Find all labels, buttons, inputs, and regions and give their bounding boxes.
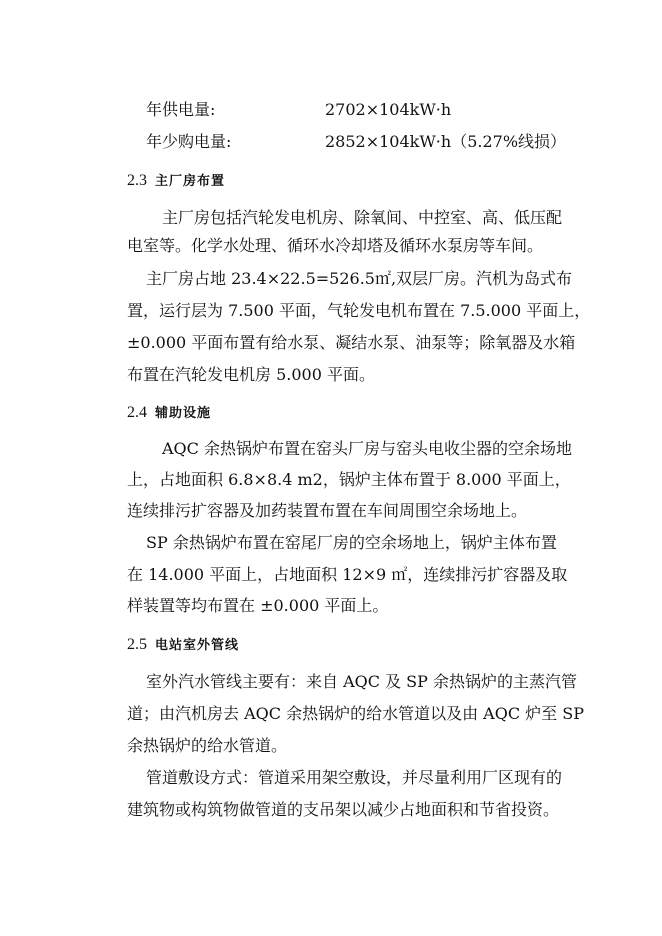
annual-supply-label: 年供电量: — [146, 100, 216, 119]
paragraph-line: 连续排污扩容器及加药装置布置在车间周围空余场地上。 — [127, 501, 528, 520]
paragraph-line: 余热锅炉的给水管道。 — [127, 736, 288, 755]
paragraph-line: 主厂房包括汽轮发电机房、除氧间、中控室、高、低压配 — [162, 208, 563, 227]
section-title: 主厂房布置 — [155, 174, 226, 189]
annual-purchase-reduction-value: 2852×104kW·h（5.27%线损） — [325, 132, 567, 151]
paragraph-line: 室外汽水管线主要有：来自 AQC 及 SP 余热锅炉的主蒸汽管 — [146, 672, 577, 691]
section-number: 2.3 — [127, 172, 147, 189]
section-title: 电站室外管线 — [155, 638, 240, 653]
paragraph-line: AQC 余热锅炉布置在窑头厂房与窑头电收尘器的空余场地 — [162, 439, 573, 458]
paragraph-line: 样装置等均布置在 ±0.000 平面上。 — [127, 596, 389, 615]
paragraph-line: 在 14.000 平面上，占地面积 12×9 ㎡，连续排污扩容器及取 — [127, 565, 568, 584]
section-number: 2.5 — [127, 636, 147, 653]
paragraph-line: 建筑物或构筑物做管道的支吊架以减少占地面积和节省投资。 — [127, 800, 560, 819]
section-heading-2-5 — [127, 634, 239, 656]
section-title: 辅助设施 — [155, 406, 212, 421]
section-heading-2-4 — [127, 402, 211, 424]
paragraph-line: 布置在汽轮发电机房 5.000 平面。 — [127, 365, 375, 384]
section-number: 2.4 — [127, 404, 147, 421]
section-heading-2-3 — [127, 170, 225, 192]
paragraph-line: 主厂房占地 23.4×22.5=526.5㎡,双层厂房。汽机为岛式布 — [146, 269, 573, 288]
paragraph-line: 上，占地面积 6.8×8.4 m2，锅炉主体布置于 8.000 平面上， — [127, 470, 571, 489]
annual-supply-value: 2702×104kW·h — [325, 100, 452, 119]
paragraph-line: SP 余热锅炉布置在窑尾厂房的空余场地上，锅炉主体布置 — [146, 533, 557, 552]
paragraph-line: 电室等。化学水处理、循环水冷却塔及循环水泵房等车间。 — [127, 236, 544, 255]
paragraph-line: 道；由汽机房去 AQC 余热锅炉的给水管道以及由 AQC 炉至 SP — [127, 704, 584, 723]
annual-purchase-reduction-label: 年少购电量: — [146, 132, 232, 151]
paragraph-line: ±0.000 平面布置有给水泵、凝结水泵、油泵等；除氧器及水箱 — [127, 333, 576, 352]
paragraph-line: 置，运行层为 7.500 平面，气轮发电机布置在 7.5.000 平面上， — [127, 301, 591, 320]
paragraph-line: 管道敷设方式：管道采用架空敷设，并尽量利用厂区现有的 — [146, 768, 563, 787]
